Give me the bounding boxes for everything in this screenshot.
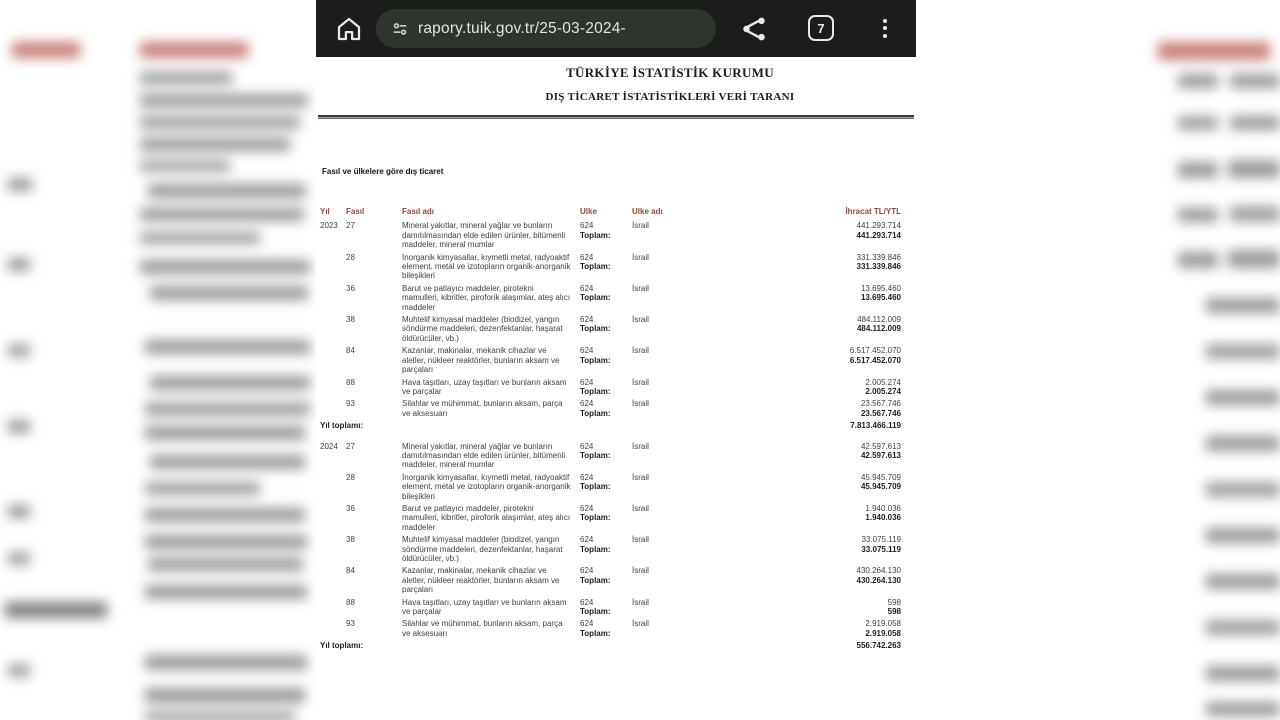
cell-fasil-name: Silahlar ve mühimmat, bunların aksam, parça ve aksesuarı: [402, 399, 563, 418]
cell-year: [320, 378, 346, 397]
year-total-row: [320, 421, 901, 430]
share-icon[interactable]: [739, 14, 769, 44]
export-value: 1.940.036: [865, 503, 901, 513]
total-label: Toplam:: [580, 482, 611, 492]
cell-fasil-code: 36: [346, 503, 355, 513]
country-code: 624: [580, 472, 594, 482]
table-row: [320, 535, 901, 563]
year-total-label: Yıl toplamı:: [320, 641, 364, 651]
table-row: [320, 378, 901, 397]
table-row: [320, 399, 901, 418]
cell-year: [320, 284, 346, 312]
export-value: 13.695.460: [860, 283, 901, 293]
cell-values: [712, 399, 901, 418]
country-code: 624: [580, 619, 594, 629]
cell-country-name: İsrail: [632, 441, 649, 451]
export-total-value: 23.567.746: [860, 408, 901, 418]
cell-values: [712, 346, 901, 374]
cell-country-code: [580, 504, 632, 532]
table-row: [320, 442, 901, 470]
browser-address-bar: [316, 0, 916, 57]
cell-values: [712, 598, 901, 617]
cell-fasil-name: Muhtelif kimyasal maddeler (biodizel, yangın söndürme maddeleri, dezenfektanlar, haşarat öldürücüler, vb.): [402, 535, 563, 563]
cell-fasil-name: Hava taşıtları, uzay taşıtları ve bunların aksam ve parçalar: [402, 377, 567, 396]
cell-country-code: [580, 378, 632, 397]
cell-year: [320, 473, 346, 501]
country-code: 624: [580, 597, 594, 607]
cell-fasil-code: 84: [346, 346, 355, 356]
year-total-value: 7.813.466.119: [850, 421, 901, 431]
cell-fasil-code: 38: [346, 315, 355, 325]
background-right-blur: [916, 0, 1280, 720]
cell-fasil-name: Barut ve patlayıcı maddeler, pirotekni mamulleri, kibritler, piroforik alaşımlar, ateş alıcı maddeler: [402, 283, 571, 312]
cell-country-name: İsrail: [632, 619, 649, 629]
table-row: [320, 504, 901, 532]
cell-values: [712, 284, 901, 312]
cell-fasil-name: Muhtelif kimyasal maddeler (biodizel, yangın söndürme maddeleri, dezenfektanlar, haşarat öldürücüler, vb.): [402, 315, 563, 343]
export-total-value: 1.940.036: [865, 513, 901, 523]
url-text: rapory.tuik.gov.tr/25-03-2024-: [418, 19, 626, 37]
cell-year: 2024: [320, 441, 338, 451]
export-value: 42.597.613: [860, 441, 901, 451]
cell-fasil-name: Mineral yakıtlar, mineral yağlar ve bunların damıtılmasından elde edilen ürünler, bitümenli maddeler, mineral mumlar: [402, 441, 566, 470]
cell-year: [320, 535, 346, 563]
table-row: [320, 221, 901, 249]
cell-year: [320, 566, 346, 594]
total-label: Toplam:: [580, 386, 611, 396]
cell-country-code: [580, 315, 632, 343]
cell-country-code: [580, 346, 632, 374]
cell-country-code: [580, 253, 632, 281]
cell-country-name: İsrail: [632, 346, 649, 356]
country-code: 624: [580, 252, 594, 262]
export-total-value: 331.339.846: [856, 262, 901, 272]
cell-fasil-name: Mineral yakıtlar, mineral yağlar ve bunların damıtılmasından elde edilen ürünler, bitümenli maddeler, mineral mumlar: [402, 221, 566, 250]
table-row: [320, 473, 901, 501]
export-value: 331.339.846: [856, 252, 901, 262]
cell-values: [712, 378, 901, 397]
cell-country-name: İsrail: [632, 221, 649, 231]
cell-values: [712, 253, 901, 281]
background-left-blur: [0, 0, 316, 720]
cell-country-code: [580, 442, 632, 470]
cell-year: [320, 504, 346, 532]
table-row: [320, 284, 901, 312]
home-icon[interactable]: [334, 14, 364, 44]
header-ulke-adi: Ulke adı: [632, 207, 663, 216]
cell-country-code: [580, 598, 632, 617]
cell-country-name: İsrail: [632, 377, 649, 387]
table-row: [320, 253, 901, 281]
header-yil: Yıl: [320, 207, 330, 216]
organization-title: TÜRKİYE İSTATİSTİK KURUMU: [566, 65, 774, 80]
cell-country-name: İsrail: [632, 566, 649, 576]
country-code: 624: [580, 566, 594, 576]
cell-values: [712, 442, 901, 470]
cell-fasil-code: 27: [346, 221, 355, 231]
total-label: Toplam:: [580, 408, 611, 418]
cell-values: [712, 221, 901, 249]
export-total-value: 430.264.130: [856, 575, 901, 585]
country-code: 624: [580, 377, 594, 387]
cell-fasil-code: 27: [346, 441, 355, 451]
cell-values: [712, 473, 901, 501]
export-value: 45.945.709: [860, 472, 901, 482]
cell-values: [712, 504, 901, 532]
cell-fasil-code: 93: [346, 619, 355, 629]
total-label: Toplam:: [580, 628, 611, 638]
cell-year: [320, 619, 346, 638]
export-value: 598: [887, 597, 901, 607]
export-value: 2.005.274: [865, 377, 901, 387]
total-label: Toplam:: [580, 544, 611, 554]
cell-year: [320, 315, 346, 343]
cell-country-name: İsrail: [632, 535, 649, 545]
cell-year: [320, 346, 346, 374]
export-value: 484.112.009: [857, 315, 901, 325]
total-label: Toplam:: [580, 575, 611, 585]
export-total-value: 45.945.709: [860, 482, 901, 492]
total-label: Toplam:: [580, 293, 611, 303]
cell-country-name: İsrail: [632, 472, 649, 482]
cell-fasil-name: Kazanlar, makinalar, mekanik cihazlar ve aletler, nükleer reaktörler, bunların aksam ve parçaları: [402, 346, 560, 375]
header-ihracat: İhracat TL/YTL: [845, 207, 901, 216]
cell-values: [712, 619, 901, 638]
year-section: [320, 442, 901, 651]
cell-fasil-code: 84: [346, 566, 355, 576]
export-value: 33.075.119: [861, 535, 901, 545]
header-divider: [318, 115, 914, 119]
export-total-value: 13.695.460: [860, 293, 901, 303]
country-code: 624: [580, 315, 594, 325]
total-label: Toplam:: [580, 450, 611, 460]
country-code: 624: [580, 283, 594, 293]
cell-country-code: [580, 399, 632, 418]
url-bar[interactable]: [376, 9, 716, 48]
cell-country-name: İsrail: [632, 315, 649, 325]
country-code: 624: [580, 346, 594, 356]
table-row: [320, 619, 901, 638]
country-code: 624: [580, 221, 594, 231]
cell-country-name: İsrail: [632, 399, 649, 409]
cell-year: 2023: [320, 221, 338, 231]
year-total-value: 556.742.263: [856, 641, 901, 651]
header-fasil: Fasıl: [346, 207, 365, 216]
report-title: DIŞ TİCARET İSTATİSTİKLERİ VERİ TARANI: [545, 91, 795, 103]
kebab-menu-icon[interactable]: [876, 15, 894, 41]
cell-fasil-name: Silahlar ve mühimmat, bunların aksam, parça ve aksesuarı: [402, 619, 563, 638]
cell-fasil-code: 88: [346, 597, 355, 607]
cell-values: [712, 566, 901, 594]
page-info-icon: [391, 20, 409, 38]
total-label: Toplam:: [580, 230, 611, 240]
export-total-value: 2.919.058: [865, 628, 901, 638]
export-total-value: 484.112.009: [856, 324, 901, 334]
cell-country-name: İsrail: [632, 252, 649, 262]
cell-fasil-code: 28: [346, 472, 355, 482]
cell-year: [320, 399, 346, 418]
year-section: [320, 221, 901, 430]
cell-country-code: [580, 284, 632, 312]
cell-country-name: İsrail: [632, 503, 649, 513]
export-total-value: 6.517.452.070: [849, 355, 901, 365]
cell-year: [320, 598, 346, 617]
export-total-value: 42.597.613: [860, 450, 901, 460]
cell-fasil-name: İnorganik kimyasallar, kıymetli metal, radyoaktif element, metal ve izotopların organik-anorganik bileşikleri: [402, 472, 571, 501]
cell-fasil-code: 38: [346, 535, 355, 545]
country-code: 624: [580, 399, 594, 409]
cell-fasil-code: 28: [346, 252, 355, 262]
header-ulke: Ulke: [580, 207, 597, 216]
cell-year: [320, 253, 346, 281]
country-code: 624: [580, 441, 594, 451]
cell-fasil-name: Barut ve patlayıcı maddeler, pirotekni mamulleri, kibritler, piroforik alaşımlar, ateş alıcı maddeler: [402, 503, 571, 532]
cell-country-code: [580, 473, 632, 501]
export-value: 441.293.714: [856, 221, 901, 231]
section-title: Fasıl ve ülkelere göre dış ticaret: [322, 167, 444, 176]
country-code: 624: [580, 503, 594, 513]
export-total-value: 2.005.274: [865, 386, 901, 396]
total-label: Toplam:: [580, 262, 611, 272]
total-label: Toplam:: [580, 607, 611, 617]
header-fasil-adi: Fasıl adı: [402, 207, 435, 216]
phone-screenshot: [316, 0, 916, 720]
trade-table: [320, 207, 901, 662]
cell-fasil-name: Kazanlar, makinalar, mekanik cihazlar ve aletler, nükleer reaktörler, bunların aksam ve parçaları: [402, 566, 560, 595]
export-total-value: 441.293.714: [856, 230, 901, 240]
table-row: [320, 315, 901, 343]
tab-counter[interactable]: [808, 15, 834, 41]
cell-country-code: [580, 619, 632, 638]
table-row: [320, 346, 901, 374]
total-label: Toplam:: [580, 513, 611, 523]
cell-values: [712, 535, 901, 563]
export-value: 430.264.130: [856, 566, 901, 576]
country-code: 624: [580, 535, 594, 545]
export-total-value: 598: [887, 607, 901, 617]
cell-values: [712, 315, 901, 343]
cell-country-code: [580, 535, 632, 563]
table-row: [320, 598, 901, 617]
total-label: Toplam:: [580, 324, 611, 334]
cell-fasil-name: İnorganik kimyasallar, kıymetli metal, radyoaktif element, metal ve izotopların organik-anorganik bileşikleri: [402, 252, 571, 281]
cell-country-name: İsrail: [632, 283, 649, 293]
cell-country-code: [580, 221, 632, 249]
tab-count-label: 7: [817, 20, 825, 36]
export-value: 23.567.746: [860, 399, 901, 409]
cell-fasil-code: 36: [346, 283, 355, 293]
year-total-label: Yıl toplamı:: [320, 421, 364, 431]
cell-fasil-name: Hava taşıtları, uzay taşıtları ve bunların aksam ve parçalar: [402, 597, 567, 617]
export-total-value: 33.075.119: [861, 544, 901, 554]
cell-fasil-code: 93: [346, 399, 355, 409]
cell-fasil-code: 88: [346, 377, 355, 387]
cell-country-code: [580, 566, 632, 594]
total-label: Toplam:: [580, 355, 611, 365]
table-header-row: [320, 207, 901, 216]
table-row: [320, 566, 901, 594]
export-value: 2.919.058: [865, 619, 901, 629]
table-body: [320, 221, 901, 650]
cell-country-name: İsrail: [632, 597, 649, 607]
export-value: 6.517.452.070: [849, 346, 901, 356]
year-total-row: [320, 641, 901, 650]
report-document: [316, 57, 916, 720]
